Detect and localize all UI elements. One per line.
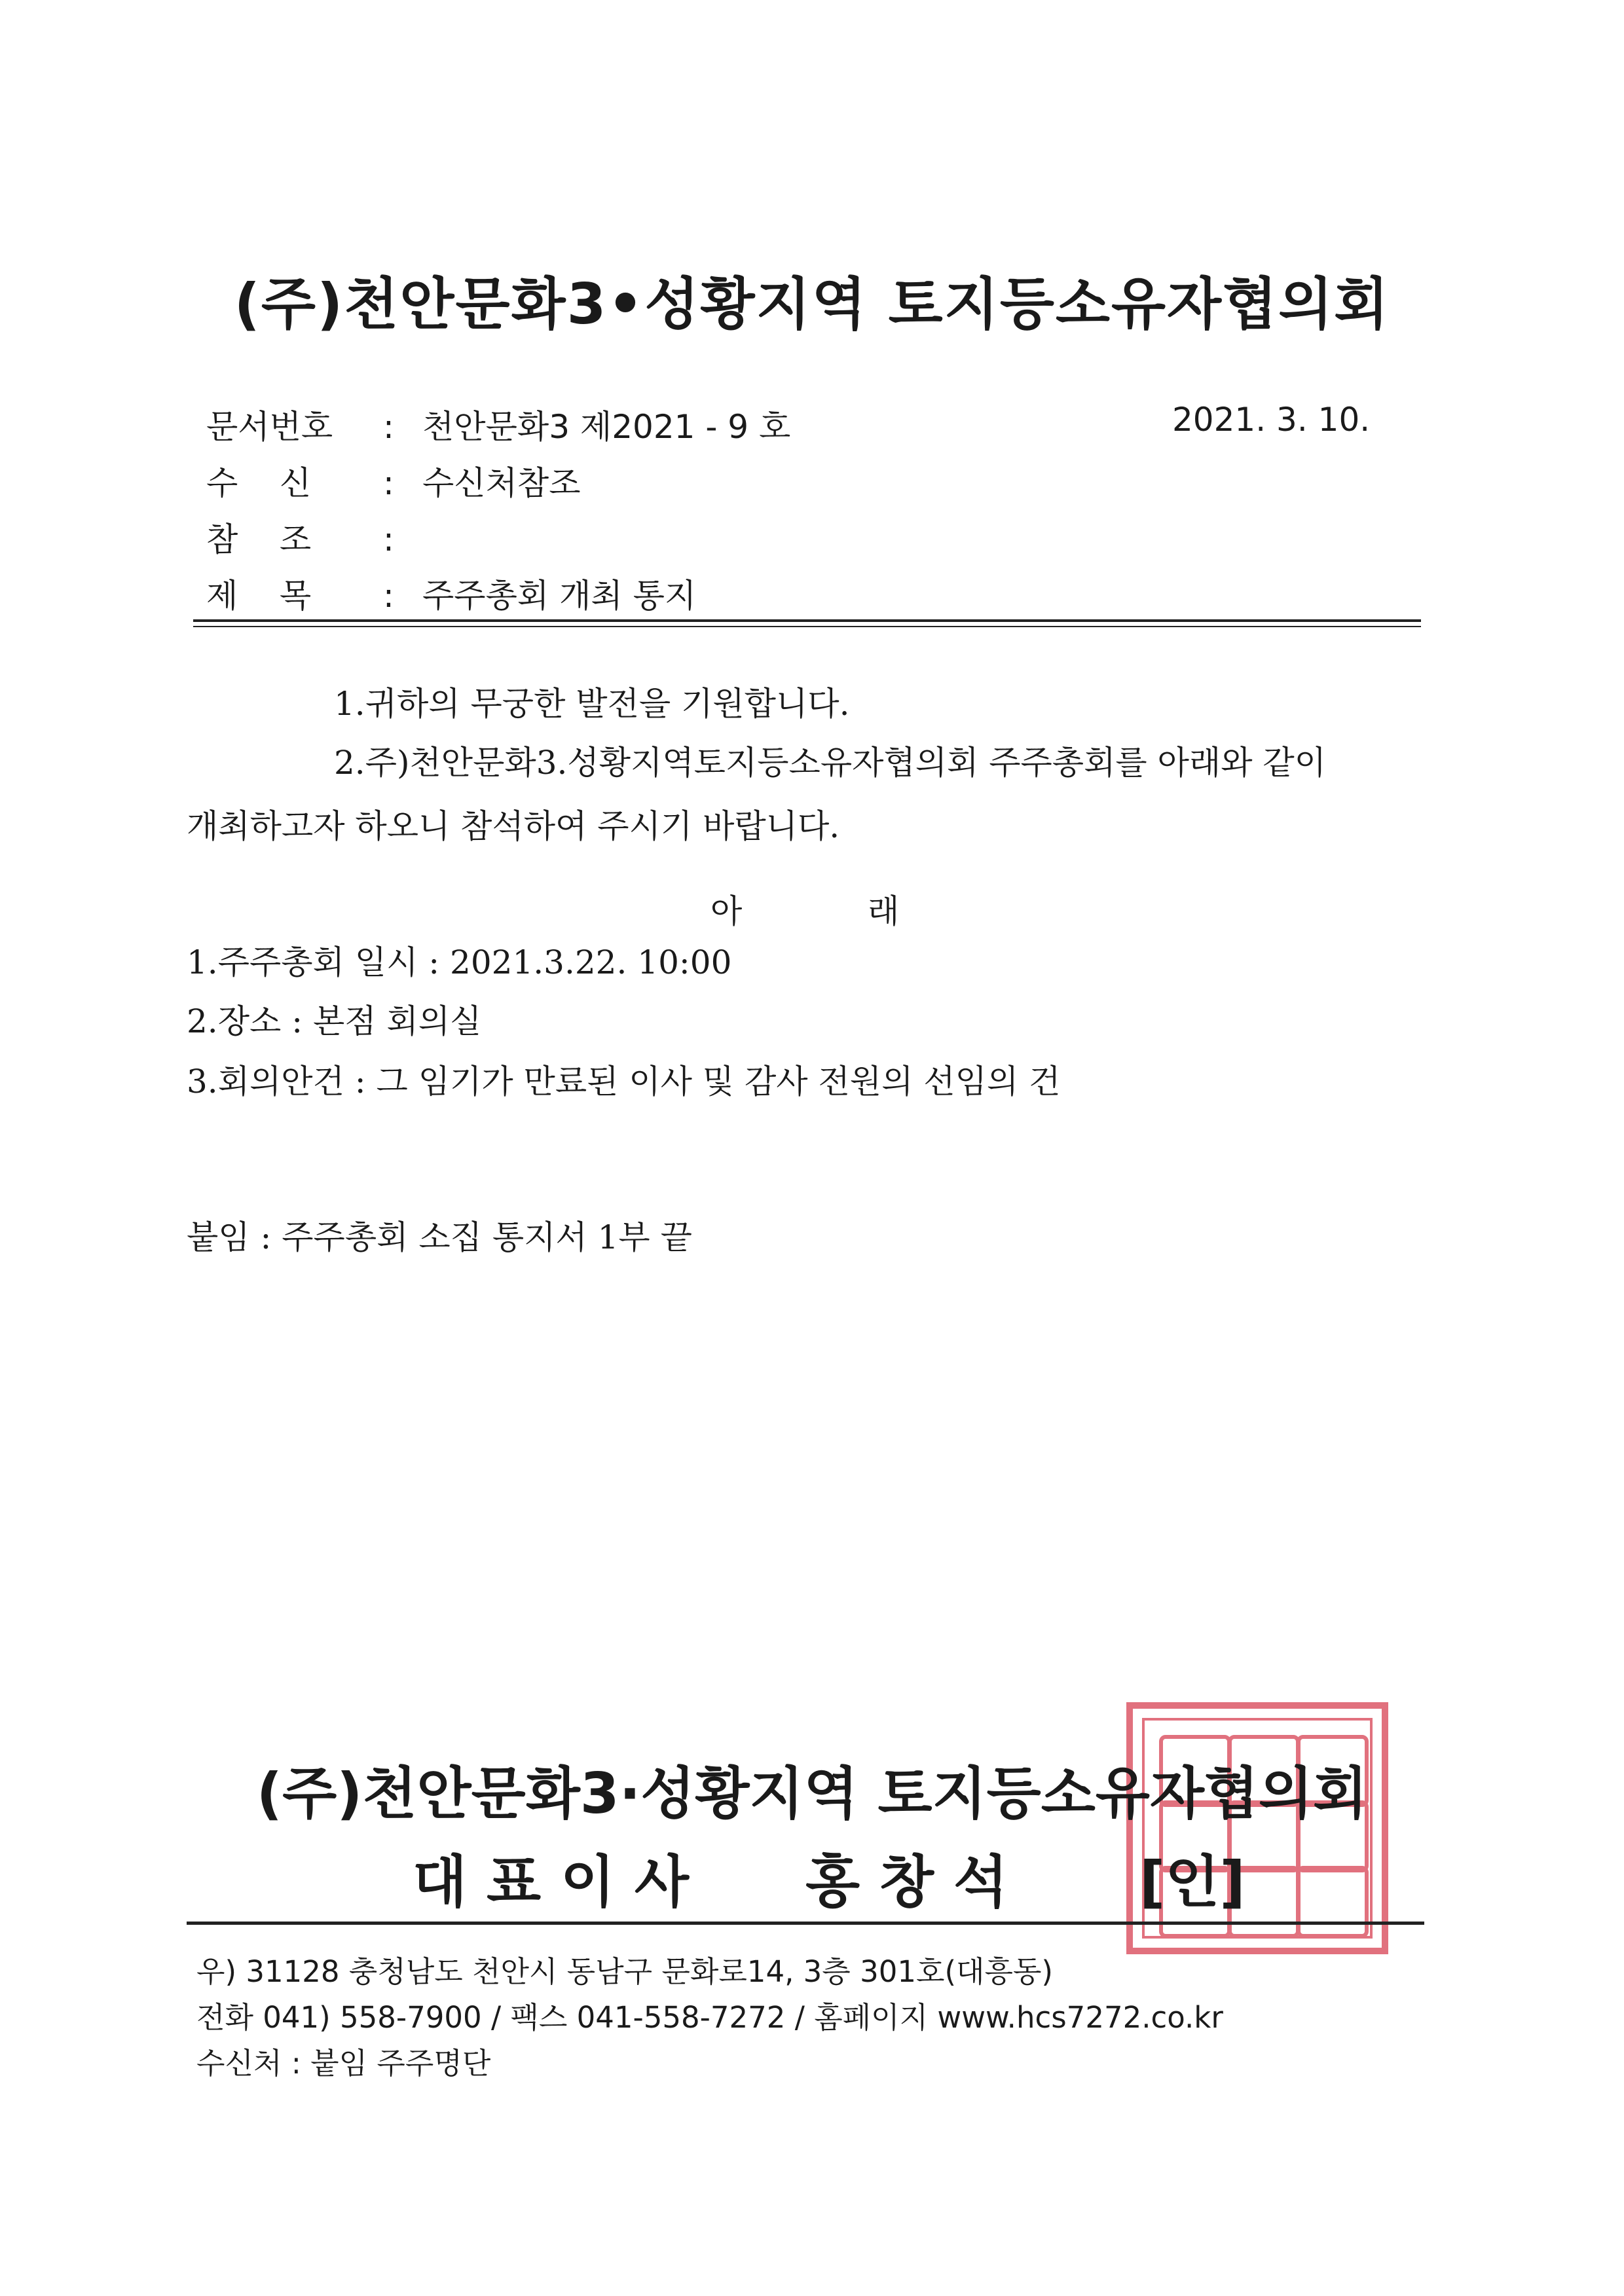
- representative-title: 대 표 이 사: [413, 1850, 690, 1915]
- attachment-note: 붙임 : 주주총회 소집 통지서 1부 끝: [187, 1218, 692, 1256]
- seal-glyph: [1297, 1866, 1369, 1938]
- footer-address: 우) 31128 충청남도 천안시 동남구 문화로14, 3층 301호(대흥동): [196, 1954, 1053, 1989]
- colon: :: [383, 520, 394, 558]
- recipient-label: 수 신: [206, 464, 312, 502]
- doc-date: 2021. 3. 10.: [1172, 401, 1371, 439]
- agenda-item-3: 3.회의안건 : 그 임기가 만료된 이사 및 감사 전원의 선임의 건: [187, 1063, 1061, 1101]
- paragraph-2-line-2: 개최하고자 하오니 참석하여 주시기 바랍니다.: [187, 807, 840, 845]
- doc-number-row: [206, 401, 790, 448]
- seal-mark: [인]: [1139, 1850, 1246, 1915]
- document-title: (주)천안문화3•성황지역 토지등소유자협의회: [234, 272, 1390, 337]
- paragraph-1: 1.귀하의 무궁한 발전을 기원합니다.: [334, 685, 850, 723]
- header-divider: [193, 619, 1421, 622]
- doc-number-value: 천안문화3 제2021 - 9 호: [422, 408, 791, 446]
- colon: :: [383, 464, 394, 502]
- agenda-item-1: 1.주주총회 일시 : 2021.3.22. 10:00: [187, 943, 732, 981]
- representative-name: 홍 창 석: [805, 1850, 1008, 1915]
- paragraph-2-line-1: 2.주)천안문화3.성황지역토지등소유자협의회 주주총회를 아래와 같이: [334, 744, 1326, 782]
- doc-number-label: 문서번호: [206, 408, 333, 446]
- below-heading-a: 아: [710, 892, 743, 930]
- recipient-row: [206, 457, 581, 504]
- reference-row: [206, 513, 422, 560]
- below-heading-rae: 래: [868, 892, 900, 930]
- recipient-value: 수신처참조: [422, 464, 581, 502]
- colon: :: [383, 408, 394, 446]
- footer-divider: [187, 1922, 1424, 1925]
- agenda-item-2: 2.장소 : 본점 회의실: [187, 1002, 482, 1040]
- reference-label: 참 조: [206, 520, 312, 558]
- subject-row: [206, 570, 696, 617]
- header-divider-thin: [193, 626, 1421, 627]
- signature-organization: (주)천안문화3·성황지역 토지등소유자협의회: [256, 1761, 1368, 1827]
- subject-value: 주주총회 개최 통지: [422, 577, 697, 615]
- footer-contact: 전화 041) 558-7900 / 팩스 041-558-7272 / 홈페이지 www.hcs7272.co.kr: [196, 2000, 1223, 2035]
- footer-recipients: 수신처 : 붙임 주주명단: [196, 2046, 491, 2081]
- subject-label: 제 목: [206, 577, 312, 615]
- colon: :: [383, 577, 394, 615]
